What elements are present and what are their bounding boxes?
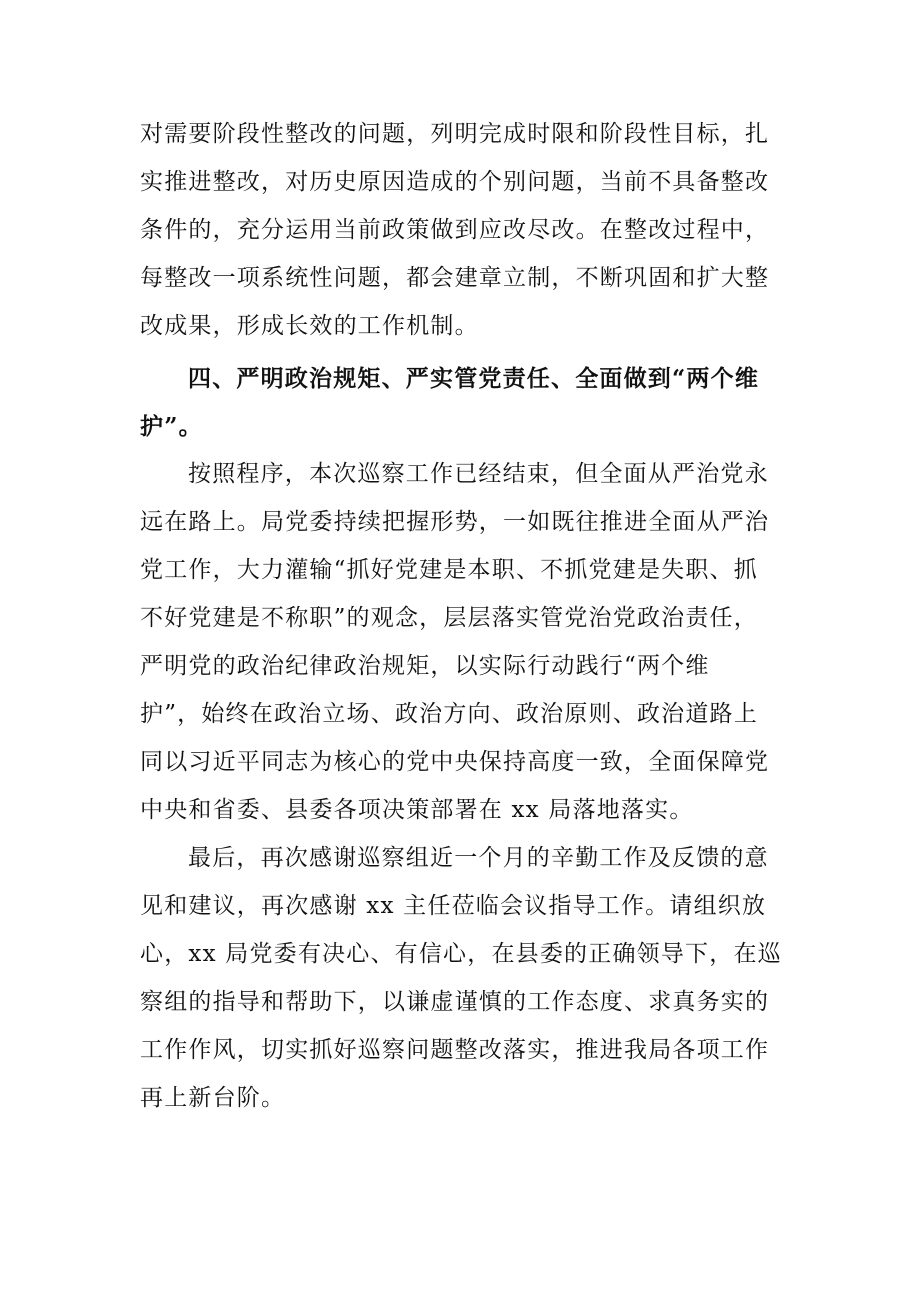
paragraph-line: 不好党建是不称职”的观念，层层落实管党治党政治责任， <box>140 605 758 631</box>
section-heading-line: 护”。 <box>140 413 203 440</box>
paragraph-line: 党工作，大力灌输“抓好党建是本职、不抓党建是失职、抓 <box>140 557 758 583</box>
paragraph-line: 对需要阶段性整改的问题，列明完成时限和阶段性目标，扎 <box>140 121 770 147</box>
paragraph-line: 每整改一项系统性问题，都会建章立制，不断巩固和扩大整 <box>140 265 770 291</box>
paragraph-line: 中央和省委、县委各项决策部署在 xx 局落地落实。 <box>140 797 694 823</box>
paragraph-line: 心，xx 局党委有决心、有信心，在县委的正确领导下，在巡 <box>140 941 782 967</box>
paragraph-line: 改成果，形成长效的工作机制。 <box>140 313 479 339</box>
paragraph-line: 同以习近平同志为核心的党中央保持高度一致，全面保障党 <box>140 749 770 775</box>
paragraph-line: 实推进整改，对历史原因造成的个别问题，当前不具备整改 <box>140 169 770 195</box>
paragraph-line: 见和建议，再次感谢 xx 主任莅临会议指导工作。请组织放 <box>140 893 767 919</box>
section-heading-line: 四、严明政治规矩、严实管党责任、全面做到“两个维 <box>188 365 760 392</box>
paragraph-line: 工作作风，切实抓好巡察问题整改落实，推进我局各项工作 <box>140 1037 770 1063</box>
paragraph-line: 最后，再次感谢巡察组近一个月的辛勤工作及反馈的意 <box>188 845 769 871</box>
paragraph-line: 远在路上。局党委持续把握形势，一如既往推进全面从严治 <box>140 509 770 535</box>
paragraph-line: 护”，始终在政治立场、政治方向、政治原则、政治道路上 <box>140 701 758 727</box>
paragraph-line: 察组的指导和帮助下，以谦虚谨慎的工作态度、求真务实的 <box>140 989 770 1015</box>
paragraph-line: 按照程序，本次巡察工作已经结束，但全面从严治党永 <box>188 461 769 487</box>
paragraph-line: 条件的，充分运用当前政策做到应改尽改。在整改过程中， <box>140 217 770 243</box>
paragraph-line: 再上新台阶。 <box>140 1085 286 1111</box>
paragraph-line: 严明党的政治纪律政治规矩，以实际行动践行“两个维 <box>140 653 710 679</box>
